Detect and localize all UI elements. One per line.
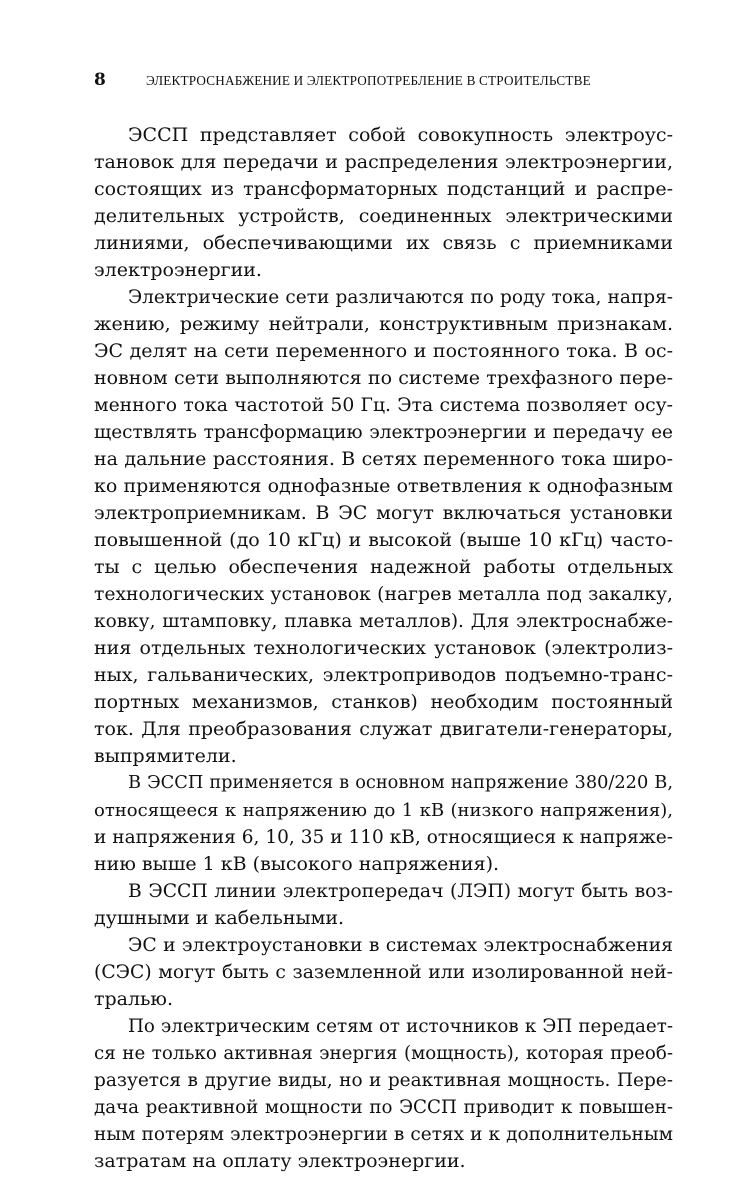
text-line: ния отдельных технологических установок (электролиз- [94, 637, 673, 659]
text-line: (СЭС) могут быть с заземленной или изолированной ней- [94, 962, 673, 983]
text-line: портных механизмов, станков) необходим постоянный [94, 691, 673, 713]
text-line: нию выше 1 кВ (высокого напряжения). [94, 853, 500, 875]
text-line: на дальние расстояния. В сетях переменного тока широ- [94, 448, 673, 470]
text-line: тралью. [94, 988, 173, 1010]
text-line: дача реактивной мощности по ЭССП приводит к повышен- [94, 1097, 673, 1118]
text-line: ным потерям электроэнергии в сетях и к дополнительным [94, 1124, 673, 1145]
text-line: ковку, штамповку, плавка металлов). Для электроснабже- [94, 611, 673, 632]
text-line: ных, гальванических, электроприводов подъемно-транс- [94, 664, 673, 686]
text-line: ЭС делят на сети переменного и постоянного тока. В ос- [94, 340, 673, 362]
text-line: ся не только активная энергия (мощность), которая преоб- [94, 1043, 673, 1064]
page-body-text [94, 122, 673, 1175]
text-line: менного тока частотой 50 Гц. Эта система позволяет осу- [94, 395, 673, 416]
text-line: затратам на оплату электроэнергии. [94, 1150, 466, 1172]
text-line: относящееся к напряжению до 1 кВ (низкого напряжения), [94, 800, 673, 821]
text-line: состоящих из трансформаторных подстанций и распре- [94, 178, 673, 200]
paragraph [94, 1013, 673, 1175]
text-line: В ЭССП линии электропередач (ЛЭП) могут быть воз- [128, 881, 673, 902]
text-line: ществлять трансформацию электроэнергии и передачу ее [94, 422, 673, 443]
text-line: повышенной (до 10 кГц) и высокой (выше 10 кГц) часто- [94, 529, 673, 551]
text-line: разуется в другие виды, но и реактивная мощность. Пере- [94, 1070, 673, 1091]
text-line: В ЭССП применяется в основном напряжение 380/220 В, [128, 773, 673, 793]
text-line: и напряжения 6, 10, 35 и 110 кВ, относящиеся к напряже- [94, 827, 673, 848]
running-title: ЭЛЕКТРОСНАБЖЕНИЕ И ЭЛЕКТРОПОТРЕБЛЕНИЕ В СТРОИТЕЛЬСТВЕ [146, 73, 591, 88]
text-line: технологических установок (нагрев металла под закалку, [94, 584, 673, 605]
text-line: Электрические сети различаются по роду тока, напря- [128, 287, 673, 308]
text-line: ЭССП представляет собой совокупность электроус- [128, 124, 673, 146]
paragraph [94, 122, 673, 284]
text-line: линиями, обеспечивающими их связь с приемниками [94, 232, 673, 254]
text-line: электроэнергии. [94, 259, 262, 281]
text-line: делительных устройств, соединенных электрическими [94, 205, 673, 227]
text-line: душными и кабельными. [94, 907, 345, 929]
text-line: жению, режиму нейтрали, конструктивным признакам. [94, 313, 673, 335]
text-line: выпрямители. [94, 745, 237, 767]
paragraph [94, 284, 673, 770]
paragraph [94, 878, 673, 932]
text-line: По электрическим сетям от источников к ЭП передает- [128, 1016, 673, 1037]
text-line: электроприемникам. В ЭС могут включаться установки [94, 502, 673, 524]
text-line: ток. Для преобразования служат двигатели-генераторы, [94, 718, 673, 740]
page-header [94, 70, 674, 98]
text-line: новном сети выполняются по системе трехфазного пере- [94, 367, 673, 389]
paragraph [94, 770, 673, 878]
text-line: ко применяются однофазные ответвления к однофазным [94, 475, 673, 497]
page-number: 8 [94, 70, 106, 90]
text-line: тановок для передачи и распределения электроэнергии, [94, 151, 673, 173]
text-line: ЭС и электроустановки в системах электроснабжения [128, 935, 673, 956]
text-line: ты с целью обеспечения надежной работы отдельных [94, 556, 673, 578]
paragraph [94, 932, 673, 1013]
